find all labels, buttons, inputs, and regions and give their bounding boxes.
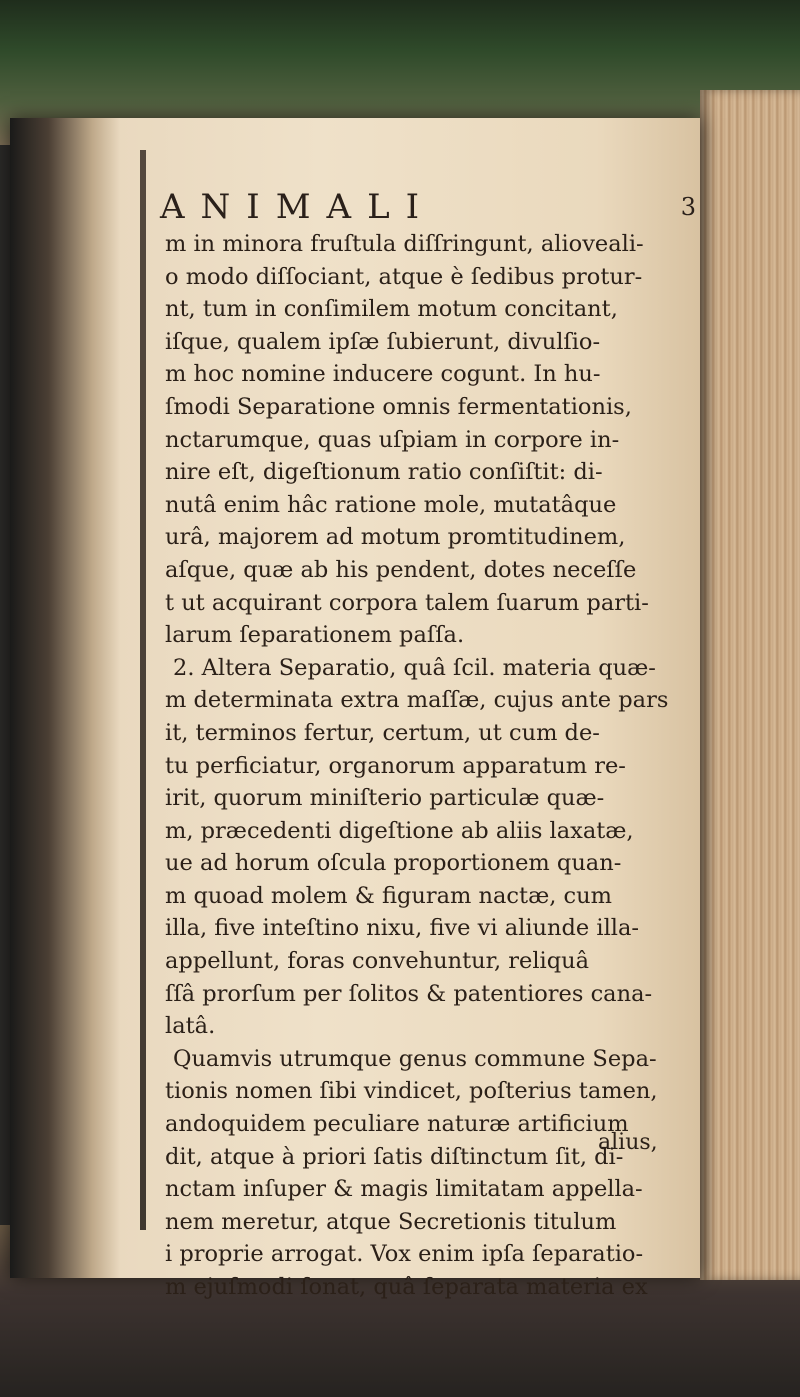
text-line: aſque, quæ ab his pendent, dotes neceſſe: [165, 556, 637, 583]
text-line: m, præcedenti digeſtione ab aliis laxatæ,: [165, 817, 634, 844]
text-line: nctam inſuper & magis limitatam appella-: [165, 1176, 643, 1203]
book-fore-edge: [700, 90, 800, 1280]
text-line: nctarumque, quas uſpiam in corpore in-: [165, 426, 620, 453]
text-line: larum ſeparationem paſſa.: [165, 622, 465, 649]
text-line: m in minora fruſtula diſſringunt, alioveali-: [165, 231, 644, 257]
text-line: it, terminos fertur, certum, ut cum de-: [165, 719, 600, 746]
text-line: iſque, qualem ipſæ ſubierunt, divulſio-: [165, 328, 601, 355]
text-line: ue ad horum oſcula proportionem quan-: [165, 850, 622, 877]
text-line: illa, five inteſtino nixu, five vi aliunde illa-: [165, 915, 639, 942]
text-line: tu perficiatur, organorum apparatum re-: [165, 752, 626, 779]
catchword: alius,: [598, 1130, 658, 1155]
page-number: 3: [680, 193, 696, 221]
text-line: 2. Altera Separatio, quâ ſcil. materia quæ-: [173, 654, 656, 681]
text-line: nutâ enim hâc ratione mole, mutatâque: [165, 491, 617, 518]
binding-edge: [140, 150, 146, 1230]
text-line: m hoc nomine inducere cogunt. In hu-: [165, 361, 601, 388]
text-line: irit, quorum miniſterio particulæ quæ-: [165, 785, 605, 812]
text-line: o modo diſſociant, atque è ſedibus protur-: [165, 263, 643, 290]
text-line: latâ.: [165, 1013, 216, 1040]
text-line: nem meretur, atque Secretionis titulum: [165, 1208, 617, 1235]
text-line: dit, atque à priori ſatis diſtinctum ſit, di-: [165, 1143, 624, 1170]
text-line: t ut acquirant corpora talem ſuarum parti-: [165, 589, 649, 616]
text-line: tionis nomen ſibi vindicet, poſterius tamen,: [165, 1078, 658, 1105]
text-line: m ejuſmodi ſonat, quâ ſeparata materia ex: [165, 1274, 648, 1300]
text-line: appellunt, foras convehuntur, reliquâ: [165, 948, 590, 975]
text-line: m quoad molem & figuram nactæ, cum: [165, 882, 612, 909]
text-line: nt, tum in conſimilem motum concitant,: [165, 296, 618, 323]
text-line: ſmodi Separatione omnis fermentationis,: [165, 393, 632, 420]
text-line: urâ, majorem ad motum promtitudinem,: [165, 524, 626, 551]
running-title: ANIMALI: [160, 187, 436, 227]
text-line: Quamvis utrumque genus commune Sepa-: [173, 1045, 657, 1072]
text-line: nire eſt, digeſtionum ratio conſiſtit: di-: [165, 459, 603, 486]
text-line: m determinata extra maſſæ, cujus ante pars: [165, 687, 669, 714]
text-line: i proprie arrogat. Vox enim ipſa ſeparatio-: [165, 1241, 644, 1268]
page-gutter-shadow: [10, 118, 120, 1278]
text-line: ſſâ prorſum per ſolitos & patentiores cana-: [165, 980, 653, 1007]
text-line: andoquidem peculiare naturæ artificium: [165, 1111, 629, 1138]
